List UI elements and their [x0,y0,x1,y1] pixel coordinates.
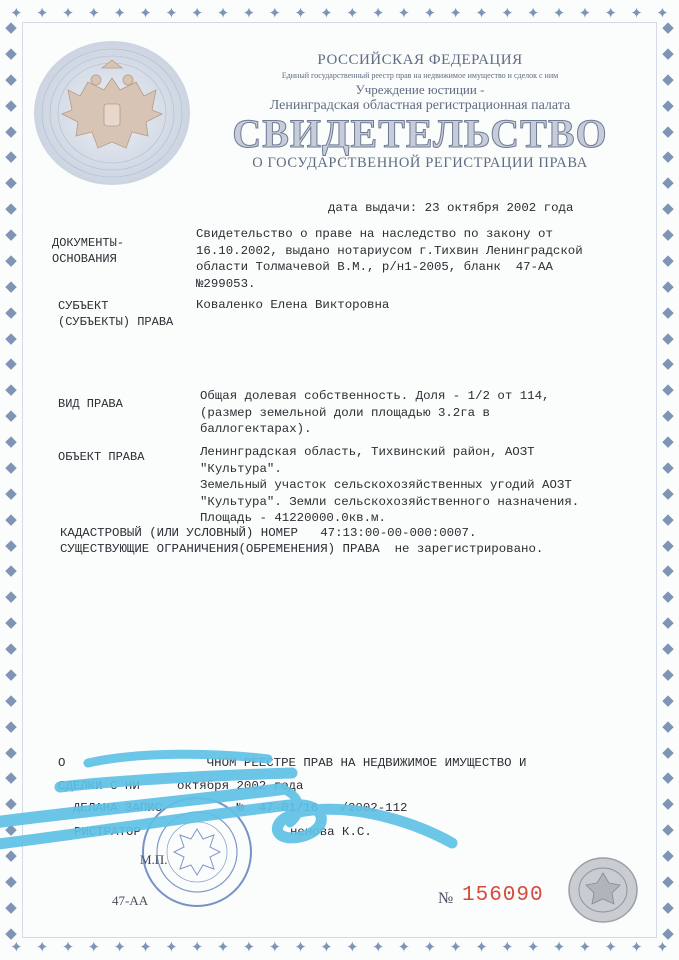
subject-value: Коваленко Елена Викторовна [196,298,390,312]
registry-record-line3: ДЕЛАНА ЗАПИС № 47-01/16 /2002-112 [58,801,408,815]
redaction-scribble [0,745,679,865]
right-type-label: ВИД ПРАВА [58,397,123,411]
chamber-heading: Ленинградская областная регистрационная палата [269,98,571,113]
form-series: 47-АА [112,893,149,908]
institution-heading: Учреждение юстиции - [355,82,485,97]
documents-value: Свидетельство о праве на наследство по закону от 16.10.2002, выдано нотариусом г.Тихвин Ленинградской области Толмачевой В.М., р/н1-2005, бланк 47-АА №299053. [196,227,583,291]
registry-record-line1: О ЧНОМ РЕЕСТРЕ ПРАВ НА НЕДВИЖИМОЕ ИМУЩЕСТВО И [58,756,527,770]
seal-place-mark: М.П. [140,852,168,867]
country-heading: РОССИЙСКАЯ ФЕДЕРАЦИЯ [317,52,523,68]
documents-label-line2: ОСНОВАНИЯ [52,252,117,266]
registry-subheading: Единый государственный реестр прав на недвижимое имущество и сделок с ним [281,71,559,80]
subject-label-line2: (СУБЪЕКТЫ) ПРАВА [58,315,174,329]
registrar-label: РИСТРАТОР [74,825,141,839]
holographic-seal-icon [566,855,640,925]
object-label: ОБЪЕКТ ПРАВА [58,450,145,464]
issue-date: дата выдачи: 23 октября 2002 года [328,201,574,215]
documents-label-line1: ДОКУМЕНТЫ- [52,236,125,250]
left-ornament-border: ◆ ◆ ◆ ◆ ◆ ◆ ◆ ◆ ◆ ◆ ◆ ◆ ◆ ◆ ◆ ◆ ◆ ◆ ◆ ◆ ◆ ◆ ◆ ◆ ◆ ◆ ◆ ◆ ◆ ◆ ◆ ◆ ◆ ◆ ◆ ◆ [5,18,17,942]
registrar-name: ненова К.С. [290,825,372,839]
top-ornament-border: ✦ ✦ ✦ ✦ ✦ ✦ ✦ ✦ ✦ ✦ ✦ ✦ ✦ ✦ ✦ ✦ ✦ ✦ ✦ ✦ ✦ ✦ ✦ ✦ ✦ ✦ [10,4,669,22]
right-ornament-border: ◆ ◆ ◆ ◆ ◆ ◆ ◆ ◆ ◆ ◆ ◆ ◆ ◆ ◆ ◆ ◆ ◆ ◆ ◆ ◆ ◆ ◆ ◆ ◆ ◆ ◆ ◆ ◆ ◆ ◆ ◆ ◆ ◆ ◆ ◆ ◆ [662,18,674,942]
subject-label-line1: СУБЪЕКТ [58,299,109,313]
document-subtitle: О ГОСУДАРСТВЕННОЙ РЕГИСТРАЦИИ ПРАВА [252,155,588,171]
document-title: СВИДЕТЕЛЬСТВО [232,111,608,156]
object-value: Ленинградская область, Тихвинский район, АОЗТ "Культура". Земельный участок сельскохозяйственных угодий АОЗТ "Культура". Земли сельскохозяйственного назначения. Площадь - 41220000.0кв.м. [200,445,580,525]
cadastral-number: КАДАСТРОВЫЙ (ИЛИ УСЛОВНЫЙ) НОМЕР 47:13:00-00-000:0007. [60,526,477,540]
bottom-ornament-border: ✦ ✦ ✦ ✦ ✦ ✦ ✦ ✦ ✦ ✦ ✦ ✦ ✦ ✦ ✦ ✦ ✦ ✦ ✦ ✦ ✦ ✦ ✦ ✦ ✦ ✦ [10,938,669,956]
serial-number: 156090 [462,884,544,907]
restrictions: СУЩЕСТВУЮЩИЕ ОГРАНИЧЕНИЯ(ОБРЕМЕНЕНИЯ) ПРАВА не зарегистрировано. [60,542,544,556]
double-headed-eagle-emblem-icon [32,38,192,188]
registry-record-line2: СДЕЛКИ С НИ октября 2002 года [58,779,304,793]
right-type-value: Общая долевая собственность. Доля - 1/2 от 114, (размер земельной доли площадью 3.2га в баллогектарах). [200,389,550,436]
serial-number-prefix: № [438,890,454,907]
